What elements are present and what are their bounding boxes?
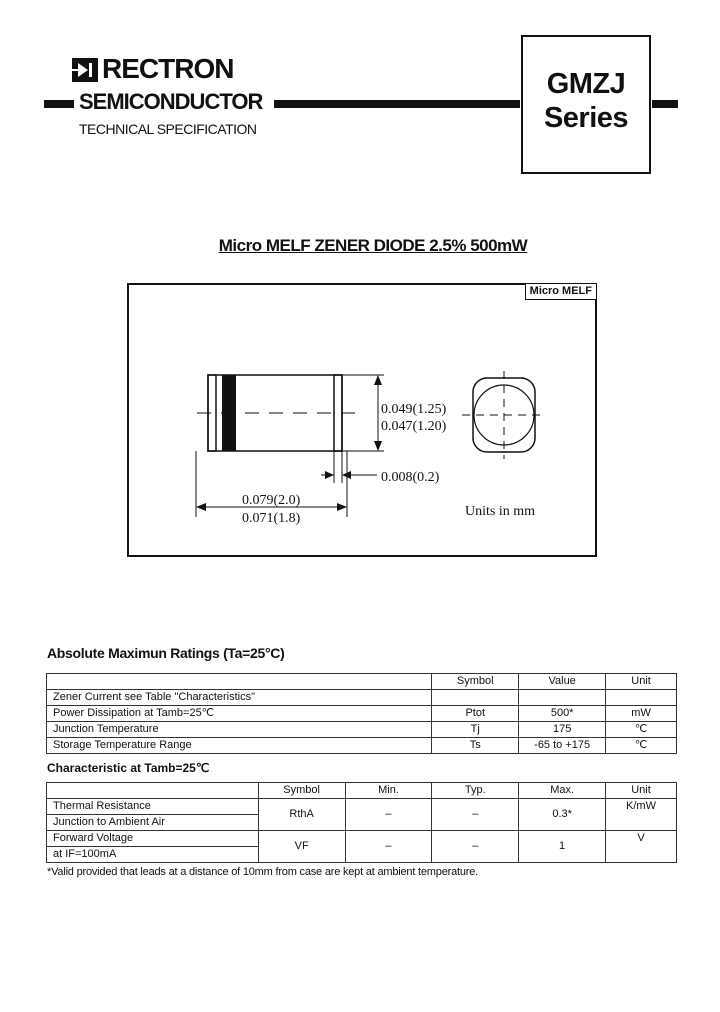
table-row [47, 831, 677, 847]
footnote: *Valid provided that leads at a distance of 10mm from case are kept at ambient temperature. [47, 866, 479, 878]
package-label: Micro MELF [525, 283, 597, 300]
symbol-cell: RthA [258, 799, 345, 831]
header-cell: Symbol [432, 674, 519, 690]
value-cell: 175 [519, 722, 606, 738]
header-cell [47, 783, 259, 799]
header-rule-left [44, 100, 74, 108]
doc-type: TECHNICAL SPECIFICATION [79, 121, 257, 137]
abs-max-heading: Absolute Maximun Ratings (Ta=25°C) [47, 645, 285, 661]
dim-diameter-max: 0.049(1.25) [381, 402, 447, 417]
dim-length-min: 0.071(1.8) [242, 511, 301, 526]
header-cell [47, 674, 432, 690]
unit-cell: ℃ [606, 738, 677, 754]
dim-length-max: 0.079(2.0) [242, 493, 301, 508]
table-row [47, 738, 677, 754]
value-cell [519, 690, 606, 706]
typ-cell: – [432, 799, 519, 831]
unit-cell: V [606, 831, 677, 863]
min-cell: – [345, 831, 432, 863]
max-cell: 0.3* [519, 799, 606, 831]
header-cell: Max. [519, 783, 606, 799]
header-cell: Symbol [258, 783, 345, 799]
symbol-cell [432, 690, 519, 706]
typ-cell: – [432, 831, 519, 863]
table-row [47, 799, 677, 815]
package-drawing [127, 283, 597, 557]
abs-max-table [46, 673, 677, 754]
max-cell: 1 [519, 831, 606, 863]
param-cell: Junction Temperature [47, 722, 432, 738]
symbol-cell: Ptot [432, 706, 519, 722]
header-rule-middle [274, 100, 520, 108]
symbol-cell: Tj [432, 722, 519, 738]
rectron-logo-icon [72, 58, 98, 82]
table-row [47, 722, 677, 738]
characteristics-heading: Characteristic at Tamb=25℃ [47, 761, 210, 775]
header-cell: Value [519, 674, 606, 690]
series-box [521, 35, 651, 174]
dim-lead: 0.008(0.2) [381, 470, 440, 485]
header-rule-right [652, 100, 678, 108]
unit-cell: mW [606, 706, 677, 722]
param-cell: Power Dissipation at Tamb=25℃ [47, 706, 432, 722]
header-cell: Unit [606, 674, 677, 690]
unit-cell: ℃ [606, 722, 677, 738]
value-cell: 500* [519, 706, 606, 722]
header-cell: Min. [345, 783, 432, 799]
header-cell: Unit [606, 783, 677, 799]
unit-cell [606, 690, 677, 706]
min-cell: – [345, 799, 432, 831]
product-title: Micro MELF ZENER DIODE 2.5% 500mW [218, 236, 528, 255]
param-cell: Storage Temperature Range [47, 738, 432, 754]
division-name: SEMICONDUCTOR [79, 89, 263, 114]
table-row [47, 690, 677, 706]
symbol-cell: Ts [432, 738, 519, 754]
company-name: RECTRON [102, 53, 234, 84]
unit-cell: K/mW [606, 799, 677, 831]
header-cell: Typ. [432, 783, 519, 799]
param-cell: Junction to Ambient Air [47, 815, 259, 831]
characteristics-table [46, 782, 677, 863]
param-cell: at IF=100mA [47, 847, 259, 863]
param-cell: Thermal Resistance [47, 799, 259, 815]
series-name: GMZJ [546, 68, 626, 100]
table-header-row [47, 783, 677, 799]
symbol-cell: VF [258, 831, 345, 863]
value-cell: -65 to +175 [519, 738, 606, 754]
dim-diameter-min: 0.047(1.20) [381, 419, 447, 434]
units-note: Units in mm [465, 504, 536, 519]
table-row [47, 706, 677, 722]
param-cell: Zener Current see Table "Characteristics" [47, 690, 432, 706]
param-cell: Forward Voltage [47, 831, 259, 847]
series-label: Series [543, 102, 629, 134]
table-header-row [47, 674, 677, 690]
